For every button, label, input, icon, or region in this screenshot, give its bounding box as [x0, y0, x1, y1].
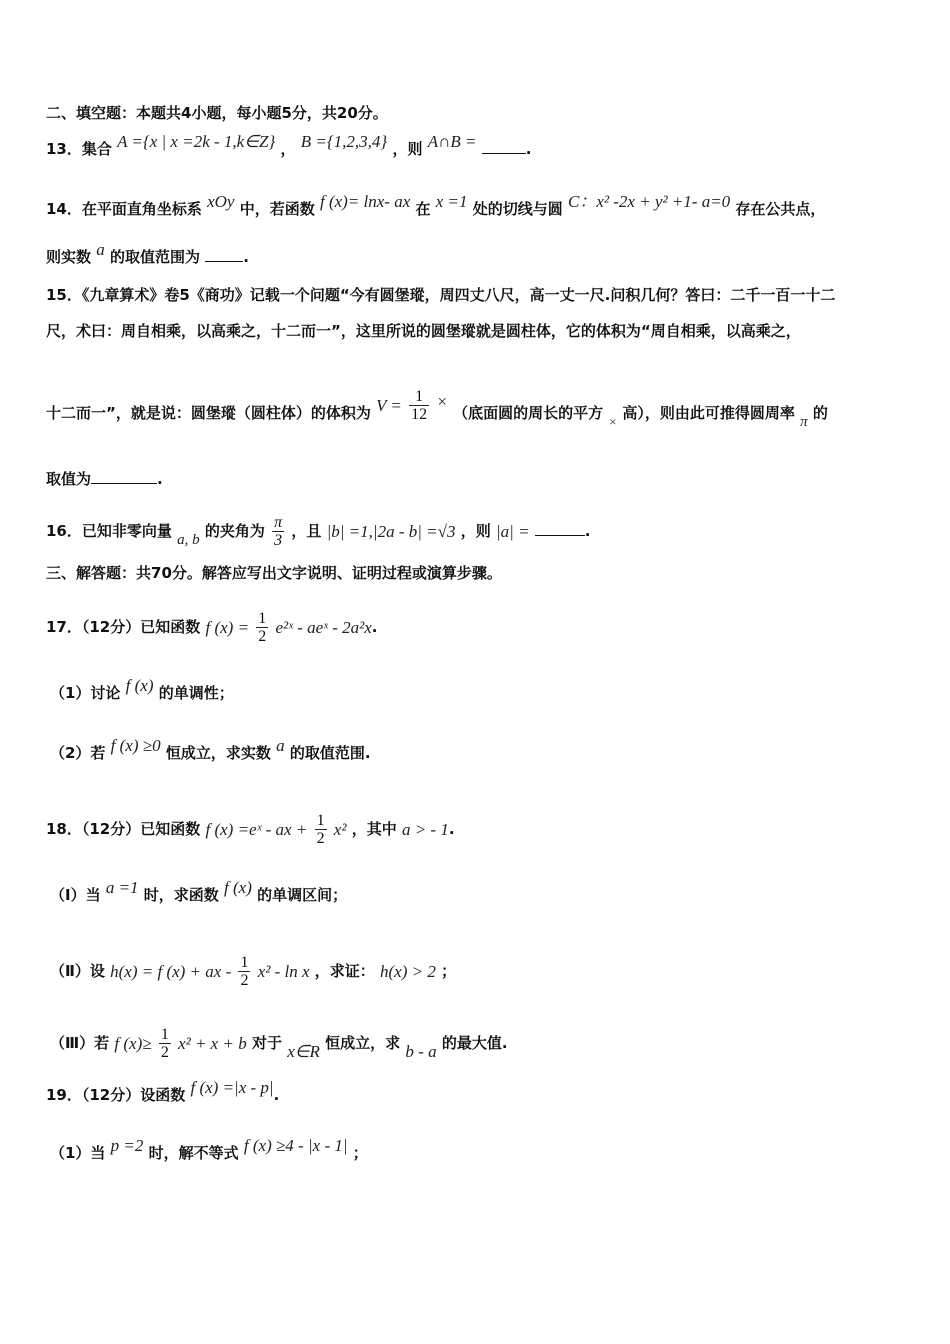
q18-part-2	[50, 954, 910, 989]
q19-part-1	[50, 1135, 910, 1165]
q19-function: f (x) =|x - p|	[190, 1077, 274, 1097]
q15-line-1: 15．《九章算术》卷5《商功》记载一个问题“今有圆堡瑽，周四丈八尺，高一丈一尺.问积几何？答曰：二千一百一十二	[46, 286, 836, 304]
q17-p2-f: f (x) ≥0	[110, 735, 161, 755]
q17-lhs: f (x) =	[205, 617, 250, 637]
q17-p2-d: 的取值范围.	[289, 744, 371, 762]
q18-p2-frac-den: 2	[240, 972, 249, 989]
question-15-line-3	[46, 388, 910, 431]
q18-frac-num: 1	[316, 812, 325, 829]
q15-line-3c: 高），则由此可推得圆周率	[622, 404, 795, 422]
q18-p1-d: 的单调区间；	[257, 886, 348, 904]
q17-p1-f: f (x)	[125, 675, 154, 695]
q14-tail: 存在公共点，	[735, 200, 826, 218]
q14-tangent: 处的切线与圆	[472, 200, 563, 218]
question-15-line-2	[46, 320, 910, 342]
q15-answer-blank	[91, 469, 157, 484]
question-19	[46, 1077, 910, 1107]
q18-p2-fraction	[238, 954, 250, 989]
question-17	[46, 610, 910, 645]
q18-p3-tail: x² + x + b	[178, 1033, 247, 1053]
q17-p1-b: 的单调性；	[158, 684, 234, 702]
q19-number: 19．（12分）设函数	[46, 1086, 186, 1104]
q15-line-3b: （底面圆的周长的平方	[453, 404, 604, 422]
q15-pi: π	[800, 413, 808, 430]
q15-fraction	[409, 388, 429, 423]
q16-abs-a: |a| =	[495, 521, 530, 541]
q16-end: .	[584, 522, 591, 540]
q15-frac-den: 12	[411, 406, 428, 423]
question-16	[46, 514, 910, 549]
q18-p1-b: 时，求函数	[143, 886, 219, 904]
q13-set-b: B ={1,2,3,4}	[300, 131, 388, 151]
q14-number: 14．在平面直角坐标系	[46, 200, 202, 218]
question-13: 13．集合 A ={x | x =2k - 1,k∈Z} ， B ={1,2,3,4} ，则 A∩B = .	[46, 131, 532, 158]
q18-p2-d: ；	[441, 962, 457, 980]
q14-var-a: a	[96, 239, 105, 259]
q15-line-4: 取值为	[46, 470, 92, 488]
q18-p3-frac-num: 1	[160, 1026, 169, 1043]
q14-function: f (x)= lnx- ax	[319, 191, 411, 211]
q18-p3-a: （Ⅲ）若	[50, 1034, 110, 1052]
question-18	[46, 812, 910, 847]
q18-p1-a: （Ⅰ）当	[50, 886, 101, 904]
q17-p2-a-var: a	[276, 735, 285, 755]
q19-end: .	[273, 1086, 280, 1104]
q14-answer-blank	[205, 247, 243, 262]
q18-p2-a: （Ⅱ）设	[50, 962, 105, 980]
q16-condition: |b| =1,|2a - b| =√3	[326, 521, 456, 541]
q18-p3-b: 对于	[251, 1034, 282, 1052]
q13-answer-blank	[482, 139, 526, 154]
q17-frac-den: 2	[258, 628, 267, 645]
q18-end: .	[448, 820, 455, 838]
q18-p2-frac-num: 1	[240, 954, 249, 971]
q14-x-equals-1: x =1	[435, 191, 468, 211]
q16-pi-num: π	[274, 514, 283, 531]
q17-end: .	[371, 618, 378, 636]
q17-p2-a: （2）若	[50, 744, 106, 762]
question-14-line-2	[46, 239, 910, 269]
question-15-line-4	[46, 468, 910, 490]
q13-set-a: A ={x | x =2k - 1,k∈Z}	[117, 131, 276, 151]
q18-part-3	[50, 1026, 910, 1061]
q17-fraction	[256, 610, 268, 645]
q16-number: 16．已知非零向量	[46, 522, 172, 540]
q19-p1-a: （1）当	[50, 1144, 106, 1162]
q15-end: .	[157, 470, 163, 488]
q16-and: ，且	[291, 522, 322, 540]
q14-xoy: xOy	[207, 191, 235, 211]
q18-p2-h: h(x) = f (x) + ax -	[110, 961, 232, 981]
q17-p1-a: （1）讨论	[50, 684, 121, 702]
q18-p3-x-in-r: x∈R	[287, 1041, 320, 1061]
q14-at: 在	[415, 200, 431, 218]
section-3-heading	[46, 562, 910, 584]
q15-times-2: ×	[608, 413, 618, 429]
q19-p1-e: ；	[352, 1144, 368, 1162]
q19-p1-inequality: f (x) ≥4 - |x - 1|	[243, 1135, 348, 1155]
q17-number: 17．（12分）已知函数	[46, 618, 201, 636]
section-3-heading-text: 三、解答题：共70分。解答应写出文字说明、证明过程或演算步骤。	[46, 564, 502, 582]
q16-pi-den: 3	[274, 532, 283, 549]
q15-line-2: 尺，术曰：周自相乘，以高乘之，十二而一”，这里所说的圆堡瑽就是圆柱体，它的体积为“周自相乘，以高乘之，	[46, 322, 801, 340]
q18-p3-f: f (x)≥	[114, 1033, 152, 1053]
q15-v-eq: V =	[376, 395, 402, 415]
q18-p2-c: h(x) > 2	[380, 961, 436, 981]
q18-frac-den: 2	[316, 830, 325, 847]
q14-end: .	[243, 248, 249, 266]
q18-number: 18．（12分）已知函数	[46, 820, 201, 838]
q15-times: ×	[436, 391, 448, 411]
q17-frac-num: 1	[258, 610, 267, 627]
q18-p3-g: 的最大值.	[441, 1034, 508, 1052]
question-15-line-1	[46, 284, 910, 306]
q16-vectors: a, b	[177, 531, 200, 548]
q18-p1-f: f (x)	[224, 877, 252, 897]
q17-part-1	[50, 675, 910, 705]
q18-p1-a-eq: a =1	[105, 877, 139, 897]
q18-p3-b-minus-a: b - a	[405, 1041, 437, 1061]
q15-frac-num: 1	[409, 388, 429, 406]
q18-part-1	[50, 877, 910, 907]
q18-lhs: f (x) =eˣ - ax +	[205, 819, 308, 839]
q16-answer-blank	[535, 521, 585, 536]
q19-p1-c: 时，解不等式	[148, 1144, 239, 1162]
q16-then: ，则	[460, 522, 491, 540]
q19-p1-p-eq: p =2	[110, 1135, 144, 1155]
q18-fraction	[315, 812, 327, 847]
q18-p3-frac-den: 2	[160, 1044, 169, 1061]
q14-circle: C：x² -2x + y² +1- a=0	[568, 191, 731, 211]
q14-line2-a: 则实数	[46, 248, 92, 266]
q17-rhs: e²ˣ - aeˣ - 2a²x	[275, 617, 372, 637]
q18-where: ，其中	[351, 820, 397, 838]
q16-angle-text: 的夹角为	[204, 522, 265, 540]
q18-p3-fraction	[159, 1026, 171, 1061]
q14-line2-b: 的取值范围为	[109, 248, 200, 266]
q18-x-squared: x²	[333, 819, 347, 839]
q15-line-3d: 的	[812, 404, 828, 422]
q18-p2-b: ，求证：	[314, 962, 375, 980]
q14-mid: 中，若函数	[239, 200, 315, 218]
q16-angle-fraction	[272, 514, 284, 549]
section-2-heading	[46, 102, 910, 124]
q18-condition: a > - 1	[401, 819, 449, 839]
q13-comma: ，	[280, 140, 296, 158]
q18-p3-d: 恒成立，求	[325, 1034, 401, 1052]
q13-number: 13．集合	[46, 140, 112, 158]
question-14	[46, 191, 910, 221]
q15-line-3a: 十二而一”，就是说：圆堡瑽（圆柱体）的体积为	[46, 404, 371, 422]
q17-p2-b: 恒成立，求实数	[165, 744, 271, 762]
q17-part-2	[50, 735, 910, 765]
q13-then: ，则	[392, 140, 423, 158]
q18-p2-tail: x² - ln x	[257, 961, 310, 981]
section-2-heading-text: 二、填空题：本题共4小题，每小题5分，共20分。	[46, 104, 388, 122]
q13-intersection: A∩B =	[427, 131, 477, 151]
